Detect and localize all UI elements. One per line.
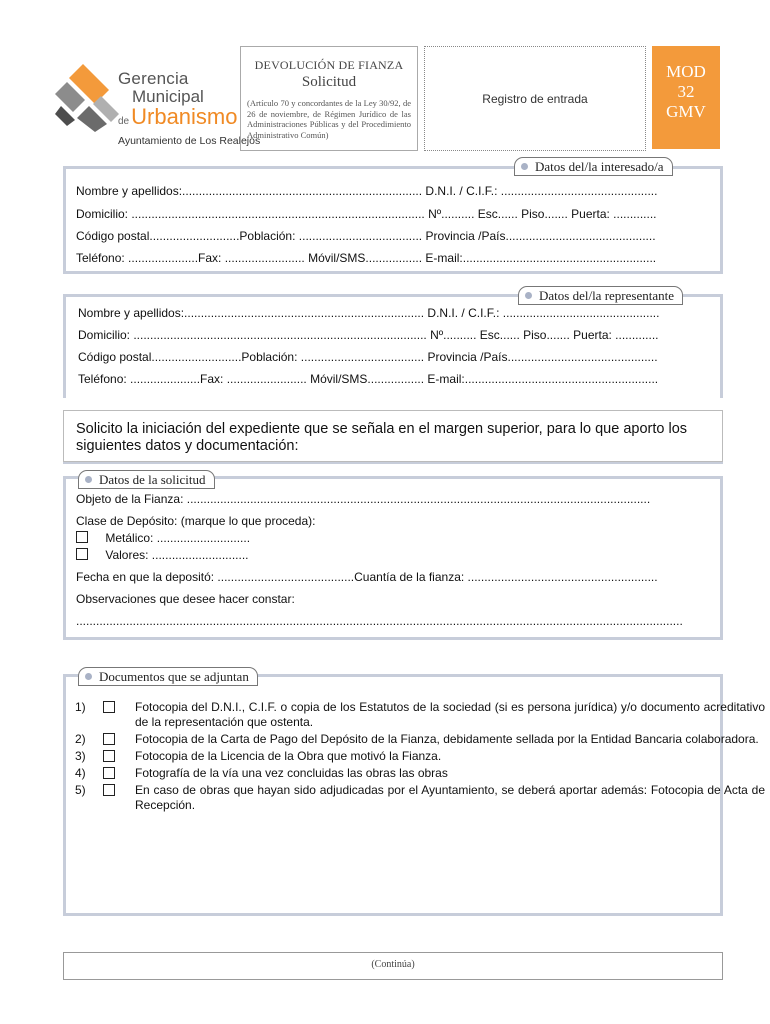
- fecha-cuantia[interactable]: Fecha en que la depositó: .........................................Cuantía de la fianza: .........................................................: [76, 570, 658, 584]
- logo-line4: Ayuntamiento de Los Realejos: [118, 135, 261, 147]
- metalico-checkbox[interactable]: [76, 531, 88, 543]
- valores-checkbox[interactable]: [76, 548, 88, 560]
- solicitud-section: [63, 472, 723, 640]
- doc-num-1: 1): [75, 700, 86, 714]
- documentos-tab: [78, 667, 258, 686]
- logo-text: [118, 70, 260, 147]
- continua-label: (Continúa): [371, 959, 415, 970]
- logo-line3-prefix: de: [118, 116, 130, 127]
- form-title-box: [240, 46, 418, 151]
- request-notice-text: Solicito la iniciación del expediente que se señala en el margen superior, para lo que aporto los siguientes datos y documentación:: [76, 421, 688, 454]
- model-code-3: GMV: [666, 102, 706, 121]
- doc-text-5: En caso de obras que hayan sido adjudicadas por el Ayuntamiento, se deberá aportar además: Fotocopia de Acta de Recepción.: [135, 783, 765, 812]
- interesado-section: [63, 159, 723, 274]
- doc-text-1: Fotocopia del D.N.I., C.I.F. o copia de los Estatutos de la sociedad (si es persona jurídica) y/o documento acreditativo de la representación que ostenta.: [135, 700, 765, 729]
- legal-note: (Artículo 70 y concordantes de la Ley 30/92, de 26 de noviembre, de Régimen Jurídico de las Administraciones Públicas y del Procedimiento Administrativo Común): [247, 98, 411, 140]
- model-code-1: MOD: [666, 62, 706, 81]
- gerencia-logo-icon: [55, 62, 125, 132]
- interesado-row-nombre[interactable]: Nombre y apellidos:........................................................................ D.N.I. / C.I.F.: ...............................................: [76, 184, 658, 198]
- representante-row-cp[interactable]: Código postal...........................Población: ..................................... Provincia /País.............................................: [78, 350, 658, 364]
- list-item: [75, 783, 765, 813]
- model-code-2: 32: [677, 82, 695, 101]
- doc-num-5: 5): [75, 783, 86, 797]
- doc-num-2: 2): [75, 732, 86, 746]
- documents-list: [75, 700, 765, 815]
- doc-checkbox-4[interactable]: [103, 767, 115, 779]
- list-item: [75, 749, 765, 764]
- documentos-tab-label: Documentos que se adjuntan: [99, 669, 249, 684]
- representante-section: [63, 288, 723, 398]
- representante-row-nombre[interactable]: Nombre y apellidos:........................................................................ D.N.I. / C.I.F.: ...............................................: [78, 306, 660, 320]
- doc-text-2: Fotocopia de la Carta de Pago del Depósito de la Fianza, debidamente sellada por la Entidad Bancaria colaboradora.: [135, 732, 759, 746]
- metalico-row: [76, 531, 250, 545]
- request-notice: [63, 410, 723, 462]
- objeto-fianza[interactable]: Objeto de la Fianza: ...........................................................................................................................................: [76, 492, 651, 506]
- logo-line3: Urbanismo: [131, 104, 238, 129]
- clase-deposito: Clase de Depósito: (marque lo que proceda):: [76, 514, 316, 528]
- registry-label: Registro de entrada: [482, 92, 588, 106]
- doc-checkbox-2[interactable]: [103, 733, 115, 745]
- doc-num-4: 4): [75, 766, 86, 780]
- observaciones-label: Observaciones que desee hacer constar:: [76, 592, 295, 606]
- doc-text-4: Fotografía de la vía una vez concluidas las obras las obras: [135, 766, 448, 780]
- valores-row: [76, 548, 249, 562]
- valores-label: Valores: .............................: [105, 548, 249, 562]
- registry-box: [424, 46, 646, 151]
- doc-text-3: Fotocopia de la Licencia de la Obra que motivó la Fianza.: [135, 749, 442, 763]
- doc-checkbox-3[interactable]: [103, 750, 115, 762]
- list-item: [75, 700, 765, 730]
- interesado-tab: [514, 157, 673, 176]
- logo-line2: Municipal: [132, 87, 204, 106]
- list-item: [75, 766, 765, 781]
- solicitud-tab-label: Datos de la solicitud: [99, 472, 206, 487]
- representante-tab-label: Datos del/la representante: [539, 288, 674, 303]
- observaciones-line[interactable]: ......................................................................................................................................................................................: [76, 614, 683, 628]
- list-item: [75, 732, 765, 747]
- interesado-row-cp[interactable]: Código postal...........................Población: ..................................... Provincia /País.............................................: [76, 229, 656, 243]
- interesado-row-telefono[interactable]: Teléfono: .....................Fax: ........................ Móvil/SMS................. E-mail:..........................................................: [76, 251, 657, 265]
- doc-num-3: 3): [75, 749, 86, 763]
- representante-tab: [518, 286, 683, 305]
- doc-checkbox-1[interactable]: [103, 701, 115, 713]
- solicitud-tab: [78, 470, 215, 489]
- doc-checkbox-5[interactable]: [103, 784, 115, 796]
- form-subtitle: Solicitud: [301, 74, 357, 90]
- metalico-label: Metálico: ............................: [105, 531, 251, 545]
- interesado-row-domicilio[interactable]: Domicilio: ........................................................................................ Nº.......... Esc...... Piso....... Puerta: .............: [76, 207, 657, 221]
- model-code-box: [652, 46, 720, 149]
- continua-footer: [63, 952, 723, 980]
- representante-row-telefono[interactable]: Teléfono: .....................Fax: ........................ Móvil/SMS................. E-mail:..........................................................: [78, 372, 659, 386]
- logo-line1: Gerencia: [118, 69, 189, 88]
- representante-row-domicilio[interactable]: Domicilio: ........................................................................................ Nº.......... Esc...... Piso....... Puerta: .............: [78, 328, 659, 342]
- form-title: DEVOLUCIÓN DE FIANZA: [254, 58, 404, 72]
- interesado-tab-label: Datos del/la interesado/a: [535, 159, 664, 174]
